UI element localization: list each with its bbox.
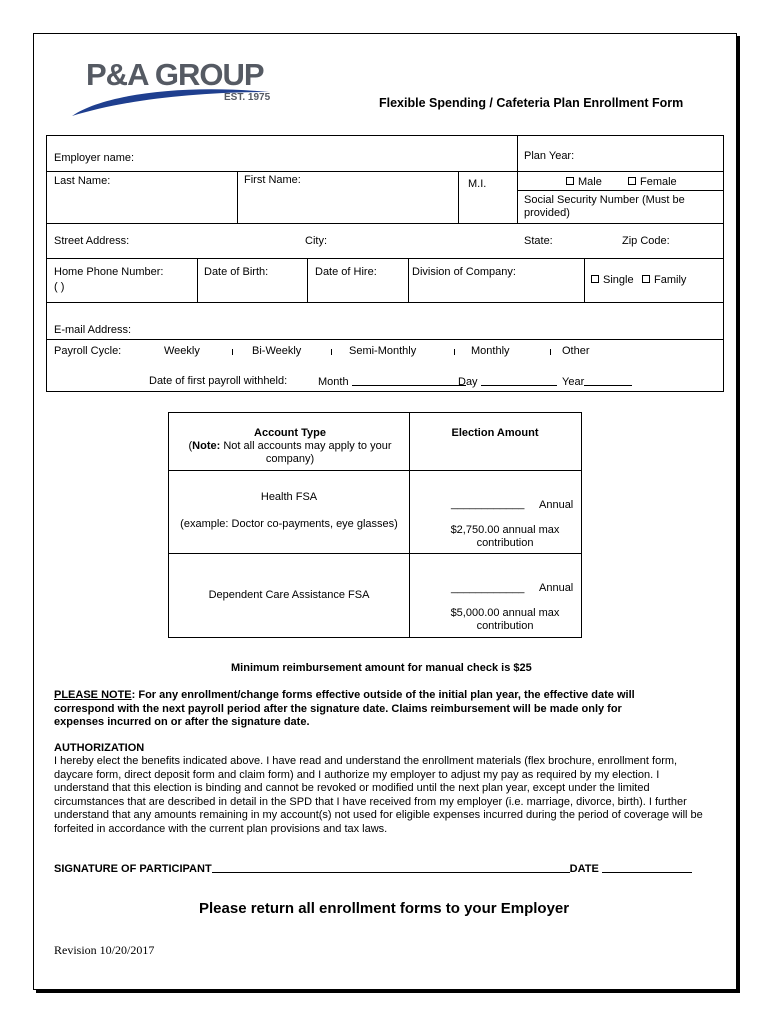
authorization-title: AUTHORIZATION: [54, 742, 145, 754]
dependent-care-annual: Annual: [539, 582, 574, 594]
male-checkbox[interactable]: [566, 177, 574, 185]
coverage-single-option[interactable]: Single: [591, 274, 634, 287]
state-field[interactable]: State:: [524, 235, 553, 247]
revision-date: Revision 10/20/2017: [54, 943, 155, 957]
city-field[interactable]: City:: [305, 235, 327, 247]
payroll-biweekly-option[interactable]: Bi-Weekly: [252, 345, 302, 357]
gender-female-option[interactable]: Female: [628, 176, 677, 189]
zip-code-field[interactable]: Zip Code:: [622, 235, 670, 247]
form-page: [33, 33, 737, 990]
signature-line[interactable]: SIGNATURE OF PARTICIPANT DATE: [54, 862, 692, 876]
health-fsa-max: $2,750.00 annual max contribution: [450, 524, 560, 549]
phone-parentheses: ( ): [54, 281, 65, 293]
election-amount-header: Election Amount: [451, 427, 539, 439]
payroll-semimonthly-option[interactable]: Semi-Monthly: [349, 345, 417, 357]
form-title: Flexible Spending / Cafeteria Plan Enrollment Form: [379, 96, 684, 110]
mi-field[interactable]: M.I.: [468, 178, 487, 190]
account-type-header: Account Type (Note: Not all accounts may apply to your company): [188, 427, 392, 465]
date-of-hire-field[interactable]: Date of Hire:: [315, 266, 377, 278]
email-field[interactable]: E-mail Address:: [54, 324, 132, 336]
account-table: [168, 412, 582, 638]
dependent-care-amount-blank[interactable]: ____________: [451, 582, 525, 594]
gender-male-option[interactable]: Male: [566, 176, 602, 189]
last-name-field[interactable]: Last Name:: [54, 175, 111, 187]
home-phone-field[interactable]: Home Phone Number:: [54, 266, 164, 278]
employer-name-field[interactable]: Employer name:: [54, 152, 135, 164]
family-checkbox[interactable]: [642, 275, 650, 283]
logo-est: EST. 1975: [224, 92, 271, 103]
company-logo: [64, 54, 294, 124]
payroll-monthly-option[interactable]: Monthly: [471, 345, 510, 357]
first-payroll-label: Date of first payroll withheld:: [149, 375, 288, 387]
health-fsa-example: (example: Doctor co-payments, eye glasses): [180, 518, 398, 530]
health-fsa-label: Health FSA: [260, 491, 318, 503]
first-payroll-month[interactable]: Month: [318, 375, 466, 389]
ssn-field[interactable]: Social Security Number (Must be provided): [524, 194, 685, 219]
dependent-care-fsa-label: Dependent Care Assistance FSA: [208, 589, 370, 601]
health-fsa-amount-blank[interactable]: ____________: [451, 498, 525, 510]
date-of-birth-field[interactable]: Date of Birth:: [204, 266, 269, 278]
health-fsa-annual: Annual: [539, 499, 574, 511]
first-payroll-day[interactable]: Day: [458, 375, 557, 389]
min-reimbursement: Minimum reimbursement amount for manual check is $25: [231, 662, 532, 674]
please-note: PLEASE NOTE: For any enrollment/change forms effective outside of the initial plan year, the effective date will correspond with the next payroll period after the signature date. Claims reimbursement will be made only for expenses incurred on or after the signature date.: [54, 689, 635, 728]
authorization-text: I hereby elect the benefits indicated above. I have read and understand the enrollment materials (flex brochure, enrollment form, daycare form, direct deposit form and claim form) and I authorize my employer to adjust my pay as required by my election. I understand that this election is binding and cannot be revoked or modified until the next plan year, except under the limited circumstances that are described in detail in the SPD that I have received from my employer (i.e. marriage, divorce, birth). I further understand that any amounts remaining in my account(s) not used for eligible expenses incurred during the period of coverage will be forfeited in accordance with the current plan provisions and tax laws.: [54, 755, 703, 835]
street-address-field[interactable]: Street Address:: [54, 235, 130, 247]
payroll-other-option[interactable]: Other: [562, 345, 590, 357]
division-field[interactable]: Division of Company:: [412, 266, 516, 278]
plan-year-field[interactable]: Plan Year:: [524, 150, 575, 162]
first-payroll-year[interactable]: Year: [562, 375, 632, 389]
female-checkbox[interactable]: [628, 177, 636, 185]
return-notice: Please return all enrollment forms to your Employer: [199, 900, 570, 917]
payroll-weekly-option[interactable]: Weekly: [164, 345, 200, 357]
payroll-cycle-label: Payroll Cycle:: [54, 345, 122, 357]
single-checkbox[interactable]: [591, 275, 599, 283]
coverage-family-option[interactable]: Family: [642, 274, 686, 287]
logo-wordmark: P&A GROUP: [86, 57, 264, 92]
dependent-care-max: $5,000.00 annual max contribution: [450, 607, 560, 632]
first-name-field[interactable]: First Name:: [244, 174, 301, 186]
